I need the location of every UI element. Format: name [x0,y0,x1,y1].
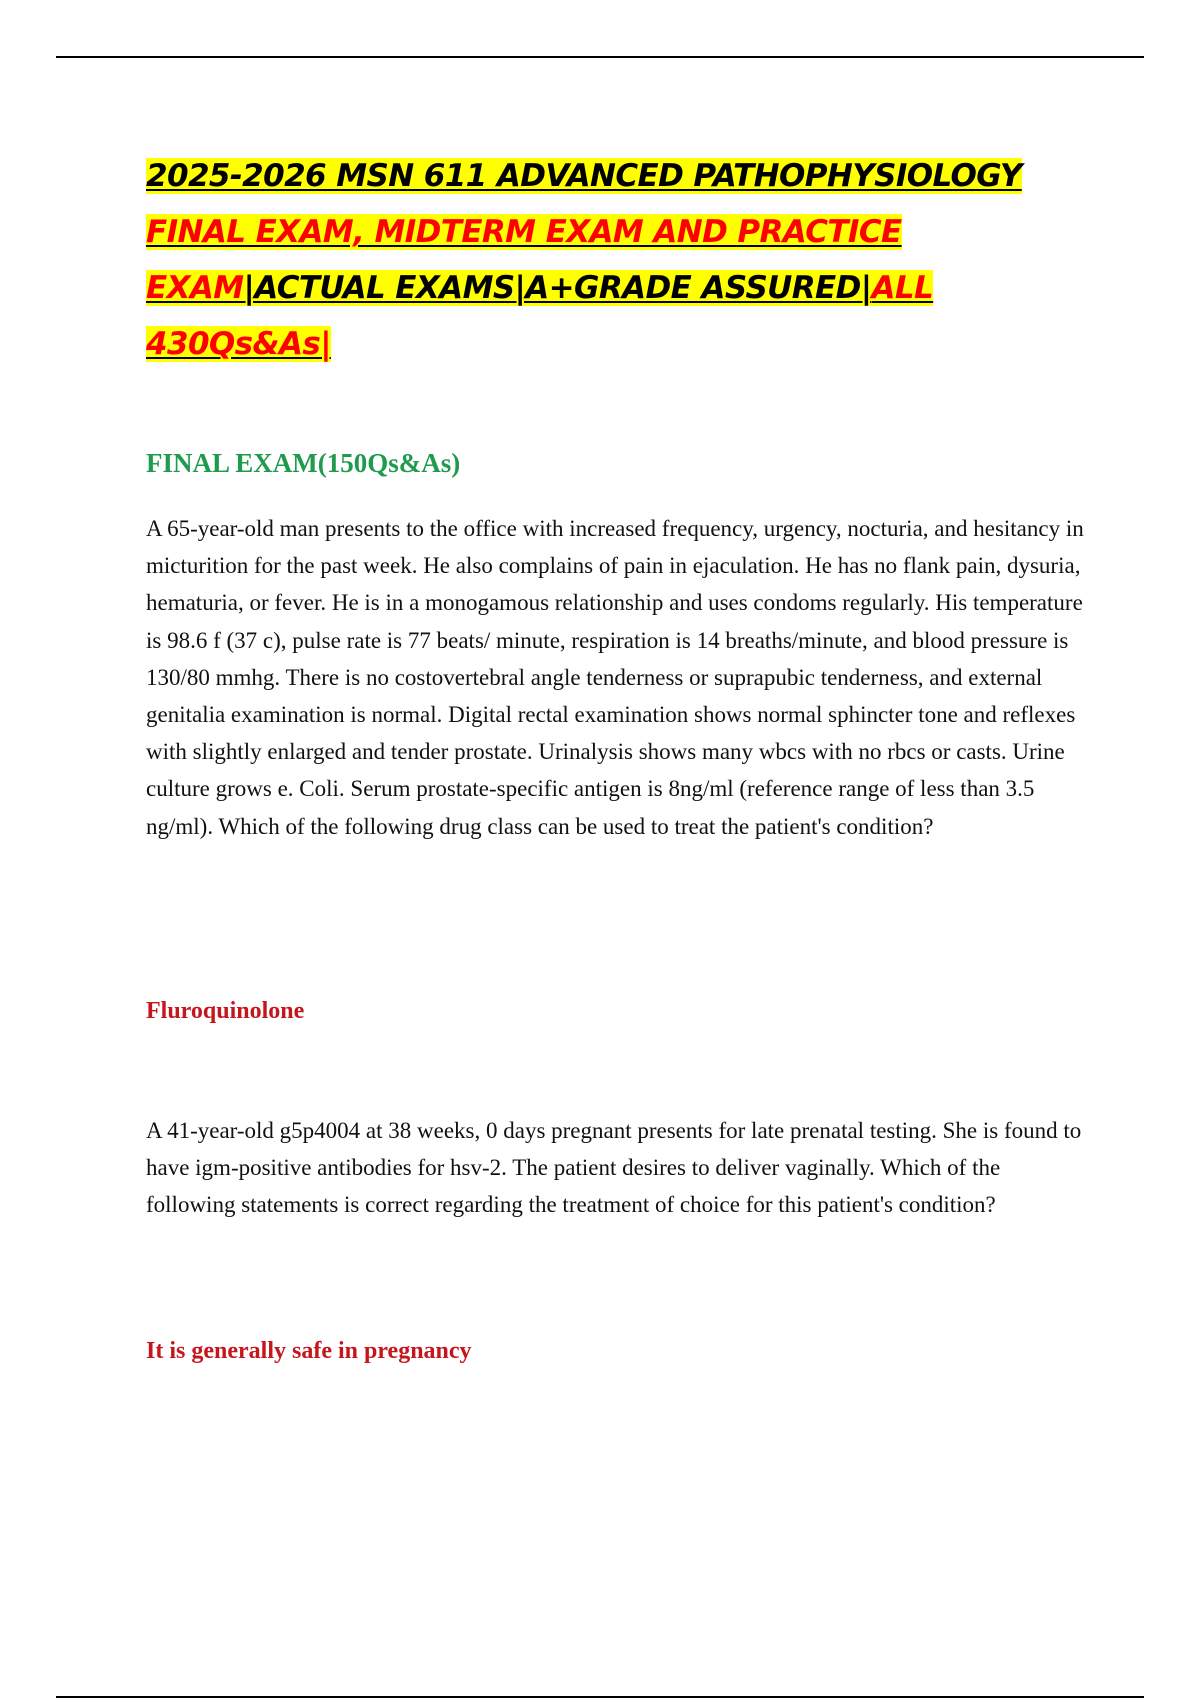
document-title [146,148,1086,372]
title-segment-exams: FINAL EXAM, MIDTERM EXAM AND PRACTICE EXAM [146,214,902,306]
bottom-rule [56,1696,1144,1698]
answer-2: It is generally safe in pregnancy [146,1338,472,1364]
title-segment-count: ALL 430Qs&As| [146,270,934,362]
question-2: A 41-year-old g5p4004 at 38 weeks, 0 days pregnant presents for late prenatal testing. She is found to have igm-positive antibodies for hsv-2. The patient desires to deliver vaginally. Which of the following statements is correct regarding the treatment of choice for this patient's condition? [146,1118,1082,1218]
top-rule [56,56,1144,58]
section-heading: FINAL EXAM(150Qs&As) [146,448,461,478]
title-segment-grade: |ACTUAL EXAMS|A+GRADE ASSURED| [243,270,872,306]
document-body [146,148,1086,1364]
answer-1: Fluroquinolone [146,998,305,1024]
title-segment-course: 2025-2026 MSN 611 ADVANCED PATHOPHYSIOLOGY [146,158,1022,194]
question-1: A 65-year-old man presents to the office with increased frequency, urgency, nocturia, and hesitancy in micturition for the past week. He also complains of pain in ejaculation. He has no flank pain, dysuria, hematuria, or fever. He is in a monogamous relationship and uses condoms regularly. His temperature is 98.6 f (37 c), pulse rate is 77 beats/ minute, respiration is 14 breaths/minute, and blood pressure is 130/80 mmhg. There is no costovertebral angle tenderness or suprapubic tenderness, and external genitalia examination is normal. Digital rectal examination shows normal sphincter tone and reflexes with slightly enlarged and tender prostate. Urinalysis shows many wbcs with no rbcs or casts. Urine culture grows e. Coli. Serum prostate-specific antigen is 8ng/ml (reference range of less than 3.5 ng/ml). Which of the following drug class can be used to treat the patient's condition? [146,516,1084,839]
